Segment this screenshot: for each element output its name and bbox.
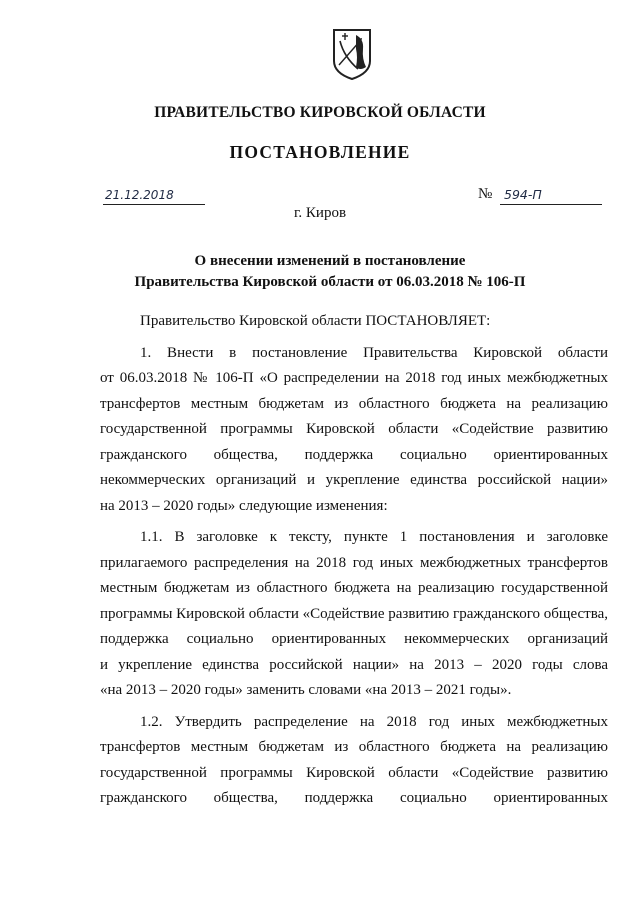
subject-line: О внесении изменений в постановление — [194, 253, 466, 269]
document-number: 594-П — [500, 185, 602, 205]
text-line: гражданского общества, поддержка социально ориентированных — [100, 446, 608, 463]
document-type: ПОСТАНОВЛЕНИЕ — [229, 142, 411, 162]
text-line: «на 2013 – 2020 годы» заменить словами «на 2013 – 2021 годы». — [100, 682, 512, 698]
text-line: прилагаемого распределения на 2018 год иных межбюджетных трансфертов — [100, 554, 608, 571]
text-line: 1. Внести в постановление Правительства Кировской области — [140, 344, 608, 361]
text-line: гражданского общества, поддержка социально ориентированных — [100, 790, 608, 806]
kirov-coat-of-arms-icon — [330, 27, 374, 81]
text-line: местным бюджетам из областного бюджета на реализацию государственной — [100, 580, 608, 596]
text-line: и укрепление единства российской нации» на 2013 – 2020 годы слова — [100, 656, 608, 673]
text-line: поддержка социально ориентированных некоммерческих организаций — [100, 631, 608, 647]
text-line: трансфертов местным бюджетам из областного бюджета на реализацию — [100, 395, 608, 412]
document-body — [100, 309, 608, 812]
government-title: ПРАВИТЕЛЬСТВО КИРОВСКОЙ ОБЛАСТИ — [154, 104, 486, 121]
text-line: 1.1. В заголовке к тексту, пункте 1 постановления и заголовке — [140, 529, 608, 545]
text-line: некоммерческих организаций и укрепление единства российской нации» — [100, 472, 608, 488]
city: г. Киров — [293, 205, 347, 221]
document-subject — [60, 251, 600, 293]
intro-paragraph: Правительство Кировской области ПОСТАНОВЛЯЕТ: — [140, 313, 491, 329]
number-label: № — [478, 186, 493, 202]
text-line: государственной программы Кировской области «Содействие развитию — [100, 421, 608, 437]
paragraph-1-1 — [100, 525, 608, 704]
text-line: от 06.03.2018 № 106-П «О распределении на 2018 год иных межбюджетных — [100, 370, 608, 386]
text-line: трансфертов местным бюджетам из областного бюджета на реализацию — [100, 739, 608, 755]
text-line: программы Кировской области «Содействие развитию гражданского общества, — [100, 605, 608, 622]
paragraph-1 — [100, 341, 608, 520]
text-line: государственной программы Кировской области «Содействие развитию — [100, 764, 608, 781]
subject-line: Правительства Кировской области от 06.03.2018 № 106-П — [134, 274, 526, 290]
paragraph-1-2 — [100, 710, 608, 812]
text-line: на 2013 – 2020 годы» следующие изменения: — [100, 497, 388, 514]
text-line: 1.2. Утвердить распределение на 2018 год иных межбюджетных — [140, 713, 608, 730]
document-date: 21.12.2018 — [103, 185, 205, 205]
